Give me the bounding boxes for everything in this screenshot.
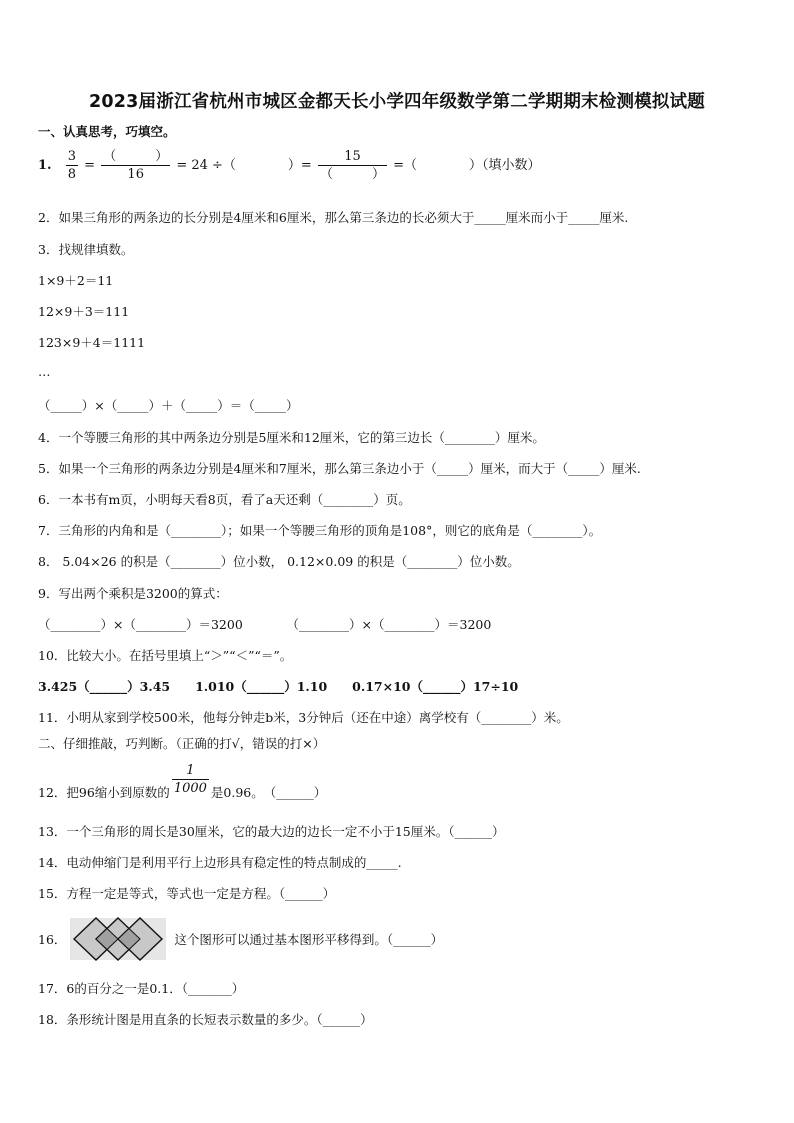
question-4: 4．一个等腰三角形的其中两条边分别是5厘米和12厘米，它的第三边长（________）厘米。 [38, 430, 545, 445]
fraction-denominator: 1000 [173, 781, 207, 796]
question-9: 9．写出两个乘积是3200的算式： [38, 586, 228, 601]
question-1 [38, 148, 541, 183]
question-12 [38, 762, 326, 801]
pattern-line-3: 123×9＋4＝1111 [38, 335, 146, 350]
question-8: 8． 5.04×26 的积是（________）位小数， 0.12×0.09 的积是（________）位小数。 [38, 554, 520, 569]
fraction-3-8 [66, 148, 78, 183]
question-18: 18．条形统计图是用直条的长短表示数量的多少。（______） [38, 1012, 373, 1027]
question-17: 17．6的百分之一是0.1．（_______） [38, 981, 245, 996]
question-9-blanks: （________）×（________）＝3200 （________）×（________）＝3200 [38, 617, 492, 632]
question-16-number: 16． [38, 932, 67, 947]
question-1-middle: = 24 ÷（ ）= [176, 158, 312, 173]
fraction-numerator: （ ） [103, 149, 169, 164]
equals-sign: = [84, 158, 96, 173]
question-13: 13．一个三角形的周长是30厘米，它的最大边的边长一定不小于15厘米。（______） [38, 824, 505, 839]
diamond-pattern-figure [70, 916, 166, 962]
question-11: 11．小明从家到学校500米，他每分钟走b米，3分钟后（还在中途）离学校有（________）米。 [38, 710, 569, 725]
section-1-heading: 一、认真思考，巧填空。 [38, 124, 176, 139]
pattern-line-1: 1×9＋2＝11 [38, 273, 114, 288]
question-12-suffix: 是0.96。 （______） [210, 785, 327, 800]
question-2: 2．如果三角形的两条边的长分别是4厘米和6厘米，那么第三条边的长必须大于_____厘米而小于_____厘米. [38, 210, 629, 225]
fraction-denominator: 8 [67, 167, 76, 182]
question-1-tail: =（ ）（填小数） [393, 158, 541, 173]
question-16 [38, 916, 443, 962]
question-14: 14．电动伸缩门是利用平行上边形具有稳定性的特点制成的_____. [38, 855, 402, 870]
question-7: 7．三角形的内角和是（________）；如果一个等腰三角形的顶角是108°，则它的底角是（________）。 [38, 523, 602, 538]
question-3: 3．找规律填数。 [38, 242, 134, 257]
fraction-blank-16 [101, 148, 170, 183]
fraction-numerator: 3 [67, 149, 76, 164]
page-title: 2023届浙江省杭州市城区金都天长小学四年级数学第二学期期末检测模拟试题 [89, 92, 705, 112]
fraction-15-blank [318, 148, 387, 183]
fraction-1-1000 [172, 762, 209, 797]
fraction-denominator: （ ） [319, 167, 385, 182]
question-16-text: 这个图形可以通过基本图形平移得到。（______） [174, 932, 444, 947]
question-5: 5．如果一个三角形的两条边分别是4厘米和7厘米，那么第三条边小于（_____）厘米，而大于（_____）厘米. [38, 461, 641, 476]
pattern-ellipsis: … [38, 364, 51, 379]
overlapping-diamonds-icon [70, 916, 166, 962]
question-6: 6．一本书有m页，小明每天看8页，看了a天还剩（________）页。 [38, 492, 411, 507]
question-12-prefix: 12．把96缩小到原数的 [38, 785, 170, 800]
question-1-number: 1. [38, 158, 52, 173]
question-10: 10．比较大小。在括号里填上“＞”“＜”“＝”。 [38, 648, 293, 663]
fraction-denominator: 16 [127, 167, 144, 182]
section-2-heading: 二、仔细推敲，巧判断。（正确的打√，错误的打×） [38, 736, 326, 751]
question-15: 15．方程一定是等式，等式也一定是方程。（______） [38, 886, 336, 901]
pattern-blank: （_____）×（_____）＋（_____）＝（_____） [38, 398, 299, 413]
pattern-line-2: 12×9＋3＝111 [38, 304, 130, 319]
fraction-numerator: 15 [318, 148, 387, 166]
fraction-numerator: 1 [172, 762, 209, 780]
question-10-items: 3.425（______）3.45 1.010（______）1.10 0.17×10（______）17÷10 [38, 679, 519, 694]
